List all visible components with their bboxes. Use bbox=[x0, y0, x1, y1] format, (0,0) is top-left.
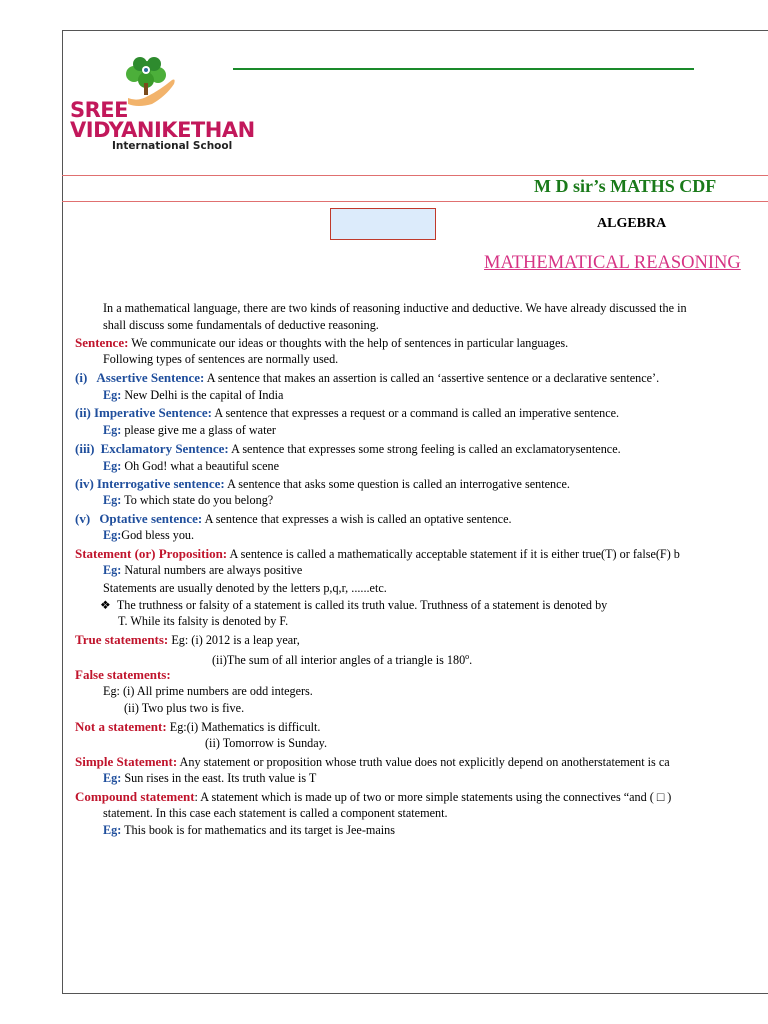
true-eg2-text: (ii)The sum of all interior angles of a triangle is 180 bbox=[212, 653, 466, 668]
simple-text: Any statement or proposition whose truth value does not explicitly depend on anotherstatement is ca bbox=[177, 755, 670, 769]
eg-text: please give me a glass of water bbox=[121, 423, 276, 437]
eg-text: Sun rises in the east. Its truth value is T bbox=[121, 771, 317, 785]
type-text: A sentence that expresses some strong feeling is called an exclamatorysentence. bbox=[228, 442, 621, 456]
type-optative bbox=[75, 511, 512, 527]
type-imperative-example bbox=[103, 423, 276, 438]
type-number: (iii) bbox=[75, 441, 95, 456]
true-label: True statements: bbox=[75, 632, 169, 647]
degree-sup: o bbox=[465, 652, 470, 661]
type-imperative bbox=[75, 405, 619, 421]
false-eg1: Eg: (i) All prime numbers are odd integers. bbox=[103, 684, 313, 698]
eg-text: Oh God! what a beautiful scene bbox=[121, 459, 279, 473]
true-statements-eg2 bbox=[212, 649, 472, 668]
sentence-definition bbox=[75, 335, 568, 351]
school-name-line2: VIDYANIKETHAN bbox=[70, 118, 255, 142]
false-statements-label-line bbox=[75, 667, 171, 683]
type-optative-example bbox=[103, 528, 194, 543]
not-statement bbox=[75, 719, 320, 735]
eg-label: Eg: bbox=[103, 771, 122, 785]
blank-label-box bbox=[330, 208, 436, 240]
eg-label: Eg: bbox=[103, 823, 122, 837]
compound-label: Compound statement bbox=[75, 789, 195, 804]
statement-notation: Statements are usually denoted by the letters p,q,r, ......etc. bbox=[103, 581, 387, 595]
type-label: Exclamatory Sentence: bbox=[100, 441, 229, 456]
type-assertive bbox=[75, 370, 659, 386]
type-label: Optative sentence: bbox=[99, 511, 203, 526]
school-name-line1: SREE bbox=[70, 98, 128, 122]
type-text: A sentence that makes an assertion is called an ‘assertive sentence or a declarative sentence’. bbox=[204, 371, 660, 385]
chapter-heading: MATHEMATICAL REASONING bbox=[484, 253, 741, 273]
type-label: Imperative Sentence: bbox=[93, 405, 212, 420]
compound-line2: statement. In this case each statement is called a component statement. bbox=[103, 806, 448, 820]
type-text: A sentence that asks some question is called an interrogative sentence. bbox=[224, 477, 570, 491]
type-label: Assertive Sentence: bbox=[96, 370, 205, 385]
type-interrogative-example bbox=[103, 493, 273, 508]
truth-value-bullet-cont: T. While its falsity is denoted by F. bbox=[118, 614, 289, 628]
compound-example bbox=[103, 823, 395, 838]
eg-text: This book is for mathematics and its target is Jee-mains bbox=[121, 823, 395, 837]
type-number: (i) bbox=[75, 370, 88, 385]
bullet-text: The truthness or falsity of a statement is called its truth value. Truthness of a statement is denoted by bbox=[116, 598, 608, 612]
type-interrogative bbox=[75, 476, 570, 492]
type-assertive-example bbox=[103, 388, 283, 403]
statement-example bbox=[103, 563, 302, 578]
sentence-text: We communicate our ideas or thoughts with the help of sentences in particular languages. bbox=[128, 336, 569, 350]
simple-label: Simple Statement: bbox=[75, 754, 178, 769]
type-number: (ii) bbox=[75, 405, 91, 420]
not-statement-label: Not a statement: bbox=[75, 719, 167, 734]
type-exclamatory-example bbox=[103, 459, 279, 474]
type-number: (v) bbox=[75, 511, 91, 526]
type-text: A sentence that expresses a wish is called an optative sentence. bbox=[202, 512, 512, 526]
subject-title: ALGEBRA bbox=[597, 216, 667, 231]
eg-label: Eg: bbox=[103, 493, 122, 507]
compound-text: : A statement which is made up of two or more simple statements using the connectives “and ( □ ) bbox=[194, 790, 672, 804]
eg-label: Eg: bbox=[103, 528, 122, 542]
not-eg2: (ii) Tomorrow is Sunday. bbox=[205, 736, 328, 750]
type-number: (iv) bbox=[75, 476, 94, 491]
eg-text: God bless you. bbox=[121, 528, 195, 542]
eg-text: Natural numbers are always positive bbox=[121, 563, 303, 577]
eg-label: Eg: bbox=[103, 388, 122, 402]
type-text: A sentence that expresses a request or a command is called an imperative sentence. bbox=[212, 406, 620, 420]
intro-line1: In a mathematical language, there are two kinds of reasoning inductive and deductive. We have already discussed the in bbox=[103, 301, 687, 315]
eg-label: Eg: bbox=[103, 459, 122, 473]
eg-label: Eg: bbox=[103, 423, 122, 437]
type-exclamatory bbox=[75, 441, 621, 457]
simple-statement bbox=[75, 754, 670, 770]
not-eg1: Eg:(i) Mathematics is difficult. bbox=[166, 720, 321, 734]
diamond-bullet-icon: ❖ bbox=[100, 598, 111, 612]
eg-text: To which state do you belong? bbox=[121, 493, 274, 507]
true-eg2-end: . bbox=[469, 653, 473, 668]
type-label: Interrogative sentence: bbox=[96, 476, 225, 491]
truth-value-bullet bbox=[100, 598, 607, 613]
statement-text: A sentence is called a mathematically acceptable statement if it is either true(T) or false(F) b bbox=[227, 547, 680, 561]
school-name-line3: International School bbox=[112, 140, 233, 152]
false-label: False statements: bbox=[75, 667, 171, 682]
true-statements bbox=[75, 632, 300, 648]
false-eg2: (ii) Two plus two is five. bbox=[124, 701, 245, 715]
eg-text: New Delhi is the capital of India bbox=[121, 388, 284, 402]
course-title: M D sir’s MATHS CDF bbox=[534, 176, 717, 196]
statement-label: Statement (or) Proposition: bbox=[75, 546, 228, 561]
header-green-rule bbox=[233, 68, 694, 70]
statement-definition bbox=[75, 546, 680, 562]
intro-line2: shall discuss some fundamentals of deductive reasoning. bbox=[103, 318, 379, 332]
true-eg1: Eg: (i) 2012 is a leap year, bbox=[168, 633, 300, 647]
compound-statement bbox=[75, 789, 671, 805]
sentence-types-intro: Following types of sentences are normally used. bbox=[103, 352, 339, 366]
simple-example bbox=[103, 771, 316, 786]
sentence-label: Sentence: bbox=[75, 335, 129, 350]
header-divider-bottom bbox=[62, 201, 768, 202]
eg-label: Eg: bbox=[103, 563, 122, 577]
